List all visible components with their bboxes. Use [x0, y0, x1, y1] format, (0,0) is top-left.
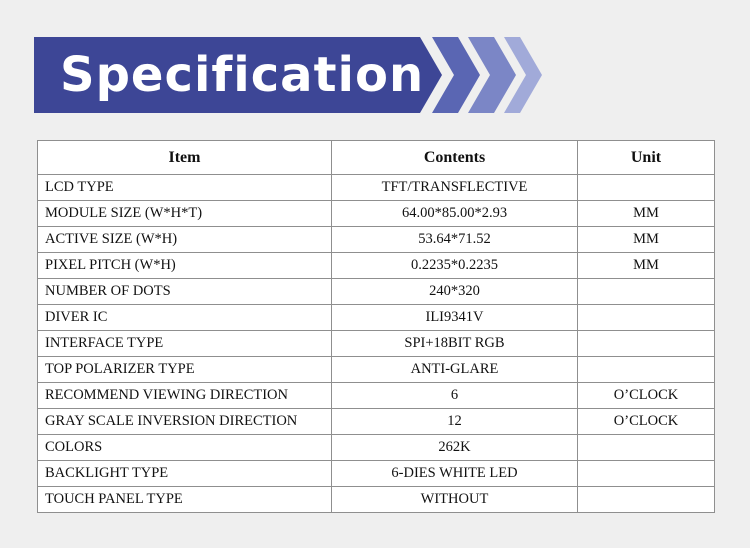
table-row — [38, 461, 715, 487]
table-row — [38, 487, 715, 513]
cell-unit — [578, 357, 715, 383]
cell-unit — [578, 331, 715, 357]
cell-contents: 53.64*71.52 — [332, 227, 578, 253]
cell-unit — [578, 461, 715, 487]
table-body — [38, 175, 715, 513]
cell-contents: WITHOUT — [332, 487, 578, 513]
cell-contents: TFT/TRANSFLECTIVE — [332, 175, 578, 201]
cell-item: RECOMMEND VIEWING DIRECTION — [38, 383, 332, 409]
table-row — [38, 409, 715, 435]
table-row — [38, 305, 715, 331]
cell-item: LCD TYPE — [38, 175, 332, 201]
cell-contents: 240*320 — [332, 279, 578, 305]
page-title: Specification — [60, 47, 425, 103]
specification-banner — [34, 37, 542, 113]
table-row — [38, 253, 715, 279]
cell-contents: SPI+18BIT RGB — [332, 331, 578, 357]
cell-item: TOP POLARIZER TYPE — [38, 357, 332, 383]
column-header-item: Item — [38, 141, 332, 175]
cell-unit: MM — [578, 227, 715, 253]
column-header-unit: Unit — [578, 141, 715, 175]
table-row — [38, 357, 715, 383]
cell-contents: 12 — [332, 409, 578, 435]
cell-unit — [578, 435, 715, 461]
cell-item: MODULE SIZE (W*H*T) — [38, 201, 332, 227]
specification-table — [37, 140, 715, 513]
cell-contents: 0.2235*0.2235 — [332, 253, 578, 279]
cell-item: DIVER IC — [38, 305, 332, 331]
cell-item: BACKLIGHT TYPE — [38, 461, 332, 487]
column-header-contents: Contents — [332, 141, 578, 175]
cell-unit: MM — [578, 253, 715, 279]
table-row — [38, 227, 715, 253]
table-row — [38, 435, 715, 461]
cell-unit — [578, 175, 715, 201]
cell-unit — [578, 487, 715, 513]
table-row — [38, 331, 715, 357]
cell-contents: 262K — [332, 435, 578, 461]
cell-item: TOUCH PANEL TYPE — [38, 487, 332, 513]
cell-item: PIXEL PITCH (W*H) — [38, 253, 332, 279]
cell-unit: O’CLOCK — [578, 409, 715, 435]
table-header-row — [38, 141, 715, 175]
cell-unit — [578, 305, 715, 331]
table-row — [38, 175, 715, 201]
table-row — [38, 201, 715, 227]
cell-contents: 64.00*85.00*2.93 — [332, 201, 578, 227]
cell-item: INTERFACE TYPE — [38, 331, 332, 357]
cell-unit — [578, 279, 715, 305]
table-row — [38, 383, 715, 409]
cell-contents: 6-DIES WHITE LED — [332, 461, 578, 487]
cell-contents: ILI9341V — [332, 305, 578, 331]
cell-unit: MM — [578, 201, 715, 227]
cell-item: COLORS — [38, 435, 332, 461]
cell-item: ACTIVE SIZE (W*H) — [38, 227, 332, 253]
table-row — [38, 279, 715, 305]
cell-contents: ANTI-GLARE — [332, 357, 578, 383]
cell-item: GRAY SCALE INVERSION DIRECTION — [38, 409, 332, 435]
cell-item: NUMBER OF DOTS — [38, 279, 332, 305]
cell-contents: 6 — [332, 383, 578, 409]
cell-unit: O’CLOCK — [578, 383, 715, 409]
